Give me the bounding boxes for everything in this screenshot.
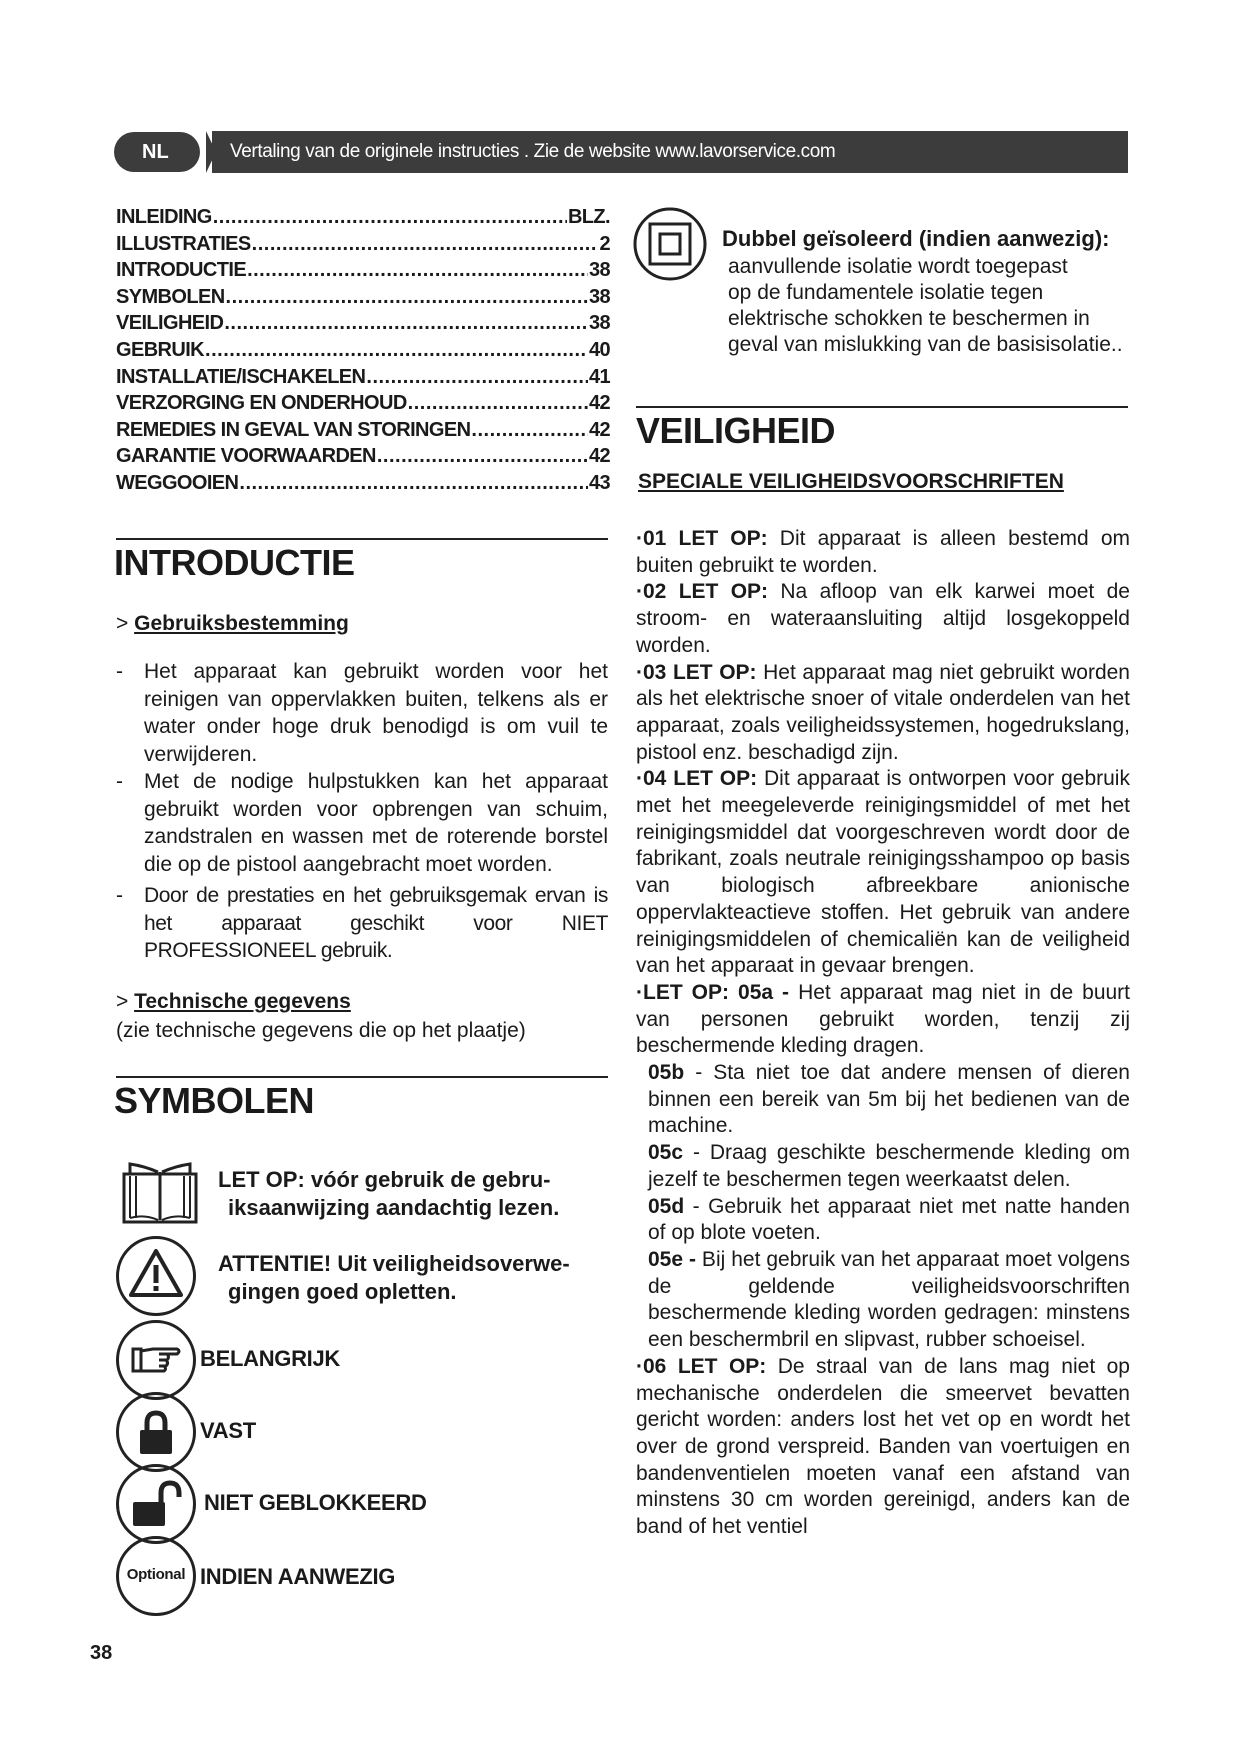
list-item — [636, 766, 1130, 980]
language-badge: NL — [114, 132, 200, 172]
item-lead: ·LET OP: 05a - — [636, 980, 790, 1004]
pointing-hand-icon — [119, 1323, 193, 1397]
toc-title: WEGGOOIEN — [116, 471, 239, 494]
toc-page: 42 — [588, 445, 610, 468]
list-item — [636, 660, 1130, 767]
di-line: geval van mislukking van de basisisolatie.. — [728, 333, 1123, 356]
header-bar — [212, 131, 1128, 173]
double-insulated-text — [728, 254, 1123, 358]
item-text: Het apparaat mag niet in de buurt van personen gebruikt worden, tenzij zij beschermende kleding dragen. — [636, 980, 1131, 1058]
list-item — [636, 1060, 1130, 1140]
item-text: Dit apparaat is ontworpen voor gebruik met het meegeleverde reinigingsmiddel of met het reinigingsmiddel dat voorgeschreven wordt door de fabrikant, zoals neutrale reinigingsshampoo op basis van biologisch afbreekbare anionische oppervlakteactieve stoffen. Het gebruik van andere reinigingsmiddelen of chemicaliën kan de veiligheid van het apparaat in gevaar brengen. — [636, 767, 1130, 978]
toc-row — [116, 392, 610, 419]
toc-row — [116, 445, 610, 472]
sym-line: ATTENTIE! Uit veiligheidsoverwe- — [218, 1251, 570, 1276]
toc-title: GEBRUIK — [116, 338, 205, 361]
item-text: - Draag geschikte beschermende kleding om jezelf te beschermen tegen weerkaatst delen. — [648, 1141, 1130, 1191]
bullet-text: Het apparaat kan gebruikt worden voor het reinigen van oppervlakken buiten, telkens als er water onder hoge druk benodigd is om vuil te verwijderen. — [144, 660, 608, 766]
important-label: BELANGRIJK — [200, 1346, 341, 1371]
di-line: op de fundamentele isolatie tegen — [728, 281, 1044, 304]
toc-title: REMEDIES IN GEVAL VAN STORINGEN — [116, 418, 471, 441]
toc-row — [116, 286, 610, 313]
symbols-heading: SYMBOLEN — [114, 1080, 315, 1121]
toc-page: BLZ. — [567, 206, 610, 228]
intro-heading: INTRODUCTIE — [114, 542, 355, 583]
toc-row — [116, 233, 610, 260]
list-item: - Door de prestaties en het gebruiksgemak ervan is het apparaat geschikt voor NIET PROFESSIONEEL gebruik. — [116, 884, 608, 962]
safety-heading: VEILIGHEID — [636, 410, 836, 451]
sub-title: Gebruiksbestemming — [134, 612, 349, 635]
toc-title: ILLUSTRATIES — [116, 232, 251, 255]
sub-prefix: > — [116, 990, 129, 1013]
optional-badge-text: Optional — [126, 1566, 186, 1583]
warning-circle — [116, 1236, 196, 1316]
item-lead: 05d — [648, 1194, 685, 1218]
toc-row — [116, 339, 610, 366]
di-line: aanvullende isolatie wordt toegepast — [728, 255, 1068, 278]
safety-subheading: SPECIALE VEILIGHEIDSVOORSCHRIFTEN — [638, 470, 1064, 493]
header-title: Vertaling van de originele instructies . Zie de website www.lavorservice.com — [230, 141, 836, 162]
item-lead: 05c — [648, 1141, 684, 1165]
double-insulated-title: Dubbel geïsoleerd (indien aanwezig): — [722, 226, 1110, 251]
toc-page: 2 — [599, 232, 610, 255]
bullet-text: Door de prestaties en het gebruiksgemak ervan is het apparaat geschikt voor NIET PROFESSIONEEL gebruik. — [144, 884, 608, 962]
sym-line: iksaanwijzing aandachtig lezen. — [228, 1195, 560, 1220]
list-item — [636, 526, 1130, 579]
toc-title: SYMBOLEN — [116, 285, 225, 308]
important-circle — [116, 1320, 196, 1400]
unlocked-circle — [116, 1464, 196, 1544]
manual-book-icon — [122, 1162, 198, 1224]
warning-symbol-text — [218, 1250, 570, 1306]
bullet-text: Met de nodige hulpstukken kan het apparaat gebruikt worden voor opbrengen van schuim, zandstralen en wassen met de roterende borstel die op de pistool aangebracht moet worden. — [144, 770, 608, 876]
lock-closed-icon — [119, 1395, 193, 1469]
item-lead: ·06 LET OP: — [636, 1354, 767, 1378]
toc-title: INTRODUCTIE — [116, 259, 247, 282]
list-item: - Met de nodige hulpstukken kan het apparaat gebruikt worden voor opbrengen van schuim, zandstralen en wassen met de roterende borstel die op de pistool aangebracht moet worden. — [116, 770, 608, 876]
toc-title: GARANTIE VOORWAARDEN — [116, 445, 376, 468]
item-lead: 05e - — [648, 1247, 696, 1271]
toc-page: 42 — [588, 418, 610, 441]
toc-page: 38 — [588, 285, 610, 308]
optional-circle — [116, 1536, 196, 1616]
toc-page: 38 — [588, 312, 610, 335]
section-divider — [116, 538, 608, 540]
item-text: - Sta niet toe dat andere mensen of dieren binnen een bereik van 5m bij het bedienen van de machine. — [648, 1061, 1130, 1138]
list-item — [636, 1354, 1130, 1541]
list-item — [636, 980, 1130, 1060]
double-insulated-icon — [632, 206, 708, 282]
sym-line: gingen goed opletten. — [228, 1279, 457, 1304]
item-lead: ·04 LET OP: — [636, 767, 758, 791]
toc-title: VEILIGHEID — [116, 312, 224, 335]
item-lead: ·03 LET OP: — [636, 660, 757, 684]
toc-row — [116, 259, 610, 286]
locked-label: VAST — [200, 1418, 256, 1443]
item-lead: ·02 LET OP: — [636, 580, 769, 604]
toc-row — [116, 419, 610, 446]
safety-list — [636, 526, 1130, 1541]
item-text: Dit apparaat is alleen bestemd om buiten gebruikt te worden. — [636, 527, 1130, 577]
sub-title: Technische gegevens — [134, 990, 351, 1013]
list-item — [636, 1194, 1130, 1247]
toc-title: INSTALLATIE/ISCHAKELEN — [116, 365, 366, 388]
book-symbol-text — [218, 1166, 559, 1222]
warning-triangle-icon — [119, 1239, 193, 1313]
item-lead: 05b — [648, 1061, 685, 1085]
toc-title: VERZORGING EN ONDERHOUD — [116, 392, 407, 415]
di-line: elektrische schokken te beschermen in — [728, 307, 1090, 330]
item-text: De straal van de lans mag niet op mechanische onderdelen die smeervet bevatten gericht worden: anders lost het vet op en wordt het over de grond verspreid. Banden van voertuigen en bandenventielen moeten vanaf een afstand van minstens 30 cm worden gereinigd, anders kan de band of het ventiel — [636, 1354, 1130, 1539]
toc-page: 43 — [588, 471, 610, 494]
item-text: Na afloop van elk karwei moet de stroom- en wateraansluiting altijd losgekoppeld worden. — [636, 580, 1130, 657]
section-divider — [116, 1076, 608, 1078]
list-item — [636, 1140, 1130, 1193]
toc-row — [116, 472, 610, 499]
item-text: - Gebruik het apparaat niet met natte handen of op blote voeten. — [648, 1194, 1130, 1245]
page-number: 38 — [90, 1642, 113, 1664]
list-item: - Het apparaat kan gebruikt worden voor het reinigen van oppervlakken buiten, telkens als er water onder hoge druk benodigd is om vuil te verwijderen. — [116, 660, 608, 766]
item-lead: ·01 LET OP: — [636, 527, 768, 550]
toc-title: INLEIDING — [116, 206, 212, 228]
locked-circle — [116, 1392, 196, 1472]
toc-row — [116, 366, 610, 393]
optional-label: INDIEN AANWEZIG — [200, 1564, 396, 1589]
toc-row — [116, 206, 610, 233]
list-item — [636, 1247, 1130, 1354]
toc-page: 40 — [588, 338, 610, 361]
intro-subheading-usage — [116, 612, 349, 636]
toc-page: 42 — [588, 392, 610, 415]
intro-subheading-tech — [116, 990, 351, 1014]
toc-page: 38 — [588, 259, 610, 282]
lock-open-icon — [119, 1467, 193, 1541]
table-of-contents — [116, 206, 610, 499]
section-divider — [636, 406, 1128, 408]
unlocked-label: NIET GEBLOKKEERD — [204, 1490, 427, 1515]
item-text: Het apparaat mag niet gebruikt worden als het elektrische snoer of vitale onderdelen van het apparaat, zoals veiligheidssystemen, hogedrukslang, pistool enz. beschadigd zijn. — [636, 660, 1130, 764]
item-text: Bij het gebruik van het apparaat moet volgens de geldende veiligheidsvoorschriften beschermende kleding worden gedragen: minstens een beschermbril en slipvast, rubber schoeisel. — [648, 1247, 1130, 1352]
sub-prefix: > — [116, 612, 129, 635]
toc-page: 41 — [588, 365, 610, 388]
toc-row — [116, 312, 610, 339]
tech-note: (zie technische gegevens die op het plaatje) — [116, 1019, 526, 1042]
sym-line: LET OP: vóór gebruik de gebru- — [218, 1167, 551, 1192]
list-item — [636, 579, 1130, 659]
